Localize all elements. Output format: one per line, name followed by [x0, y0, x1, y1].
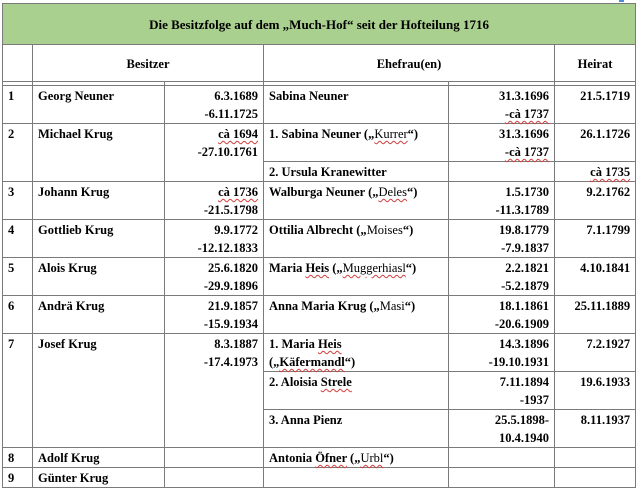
- header-row: [3, 45, 636, 82]
- wife-dates: 25.5.1898- 10.4.1940: [449, 410, 555, 448]
- row-number: 9: [3, 468, 33, 488]
- wife-dates: 7.11.1894 -1937: [449, 372, 555, 410]
- owner-dates: [165, 448, 264, 468]
- wife-name: 1. Maria Heis („Käfermandl“): [264, 334, 449, 372]
- marriage-date: 25.11.1889: [555, 296, 636, 334]
- owner-name: Michael Krug: [33, 124, 165, 182]
- row-number: 7: [3, 334, 33, 448]
- owner-name: Josef Krug: [33, 334, 165, 448]
- marriage-date: 9.2.1762: [555, 182, 636, 220]
- marriage-date: 8.11.1937: [555, 410, 636, 448]
- owner-dates: 6.3.1689 -6.11.1725: [165, 86, 264, 124]
- owner-name: Alois Krug: [33, 258, 165, 296]
- owner-name: Gottlieb Krug: [33, 220, 165, 258]
- row-number: 2: [3, 124, 33, 182]
- wife-dates: 14.3.1896 -19.10.1931: [449, 334, 555, 372]
- table-row: [3, 334, 636, 372]
- table-row: [3, 182, 636, 220]
- header-num: [3, 45, 33, 82]
- selection-marker: [619, 0, 624, 2]
- title-row: [3, 4, 636, 45]
- row-number: 5: [3, 258, 33, 296]
- wife-dates: [449, 162, 555, 182]
- wife-dates: 2.2.1821 -5.2.1879: [449, 258, 555, 296]
- document-page: [2, 3, 636, 488]
- wife-name: 2. Aloisia Strele: [264, 372, 449, 410]
- owner-name: Georg Neuner: [33, 86, 165, 124]
- owner-dates: 9.9.1772 -12.12.1833: [165, 220, 264, 258]
- marriage-date: 21.5.1719: [555, 86, 636, 124]
- wife-dates: [449, 448, 555, 468]
- row-number: 3: [3, 182, 33, 220]
- wife-name: 2. Ursula Kranewitter: [264, 162, 449, 182]
- wife-dates: 1.5.1730 -11.3.1789: [449, 182, 555, 220]
- marriage-date: 19.6.1933: [555, 372, 636, 410]
- header-wife: Ehefrau(en): [264, 45, 555, 82]
- table-row: [3, 296, 636, 334]
- wife-name: Antonia Öfner („Urbl“): [264, 448, 449, 468]
- wife-name: Maria Heis („Muggerhiasl“): [264, 258, 449, 296]
- table-row: [3, 86, 636, 124]
- table-title: Die Besitzfolge auf dem „Much-Hof“ seit der Hofteilung 1716: [3, 4, 636, 45]
- marriage-date: 7.2.1927: [555, 334, 636, 372]
- owner-dates: 8.3.1887 -17.4.1973: [165, 334, 264, 448]
- wife-name: 1. Sabina Neuner („Kurrer“): [264, 124, 449, 162]
- owner-name: Andrä Krug: [33, 296, 165, 334]
- wife-name: Ottilia Albrecht („Moises“): [264, 220, 449, 258]
- owner-name: Adolf Krug: [33, 448, 165, 468]
- wife-dates: 19.8.1779 -7.9.1837: [449, 220, 555, 258]
- owner-dates: 21.9.1857 -15.9.1934: [165, 296, 264, 334]
- ownership-table: [2, 3, 636, 488]
- owner-name: Günter Krug: [33, 468, 165, 488]
- wife-name: Anna Maria Krug („Masi“): [264, 296, 449, 334]
- wife-name: Walburga Neuner („Deles“): [264, 182, 449, 220]
- wife-name: [264, 468, 449, 488]
- table-row: [3, 448, 636, 468]
- marriage-date: 26.1.1726: [555, 124, 636, 162]
- wife-name: Sabina Neuner: [264, 86, 449, 124]
- owner-dates: cà 1736 -21.5.1798: [165, 182, 264, 220]
- marriage-date: [555, 468, 636, 488]
- owner-name: Johann Krug: [33, 182, 165, 220]
- wife-dates: 31.3.1696 -cà 1737: [449, 124, 555, 162]
- owner-dates: cà 1694 -27.10.1761: [165, 124, 264, 182]
- header-marriage: Heirat: [555, 45, 636, 82]
- owner-dates: [165, 468, 264, 488]
- table-row: [3, 220, 636, 258]
- marriage-date: 4.10.1841: [555, 258, 636, 296]
- owner-dates: 25.6.1820 -29.9.1896: [165, 258, 264, 296]
- row-number: 8: [3, 448, 33, 468]
- marriage-date: cà 1735: [555, 162, 636, 182]
- row-number: 1: [3, 86, 33, 124]
- row-number: 4: [3, 220, 33, 258]
- header-owner: Besitzer: [33, 45, 264, 82]
- wife-dates: 18.1.1861 -20.6.1909: [449, 296, 555, 334]
- wife-dates: [449, 468, 555, 488]
- table-row: [3, 258, 636, 296]
- wife-name: 3. Anna Pienz: [264, 410, 449, 448]
- marriage-date: [555, 448, 636, 468]
- wife-dates: 31.3.1696 -cà 1737: [449, 86, 555, 124]
- marriage-date: 7.1.1799: [555, 220, 636, 258]
- row-number: 6: [3, 296, 33, 334]
- table-row: [3, 124, 636, 162]
- table-row: [3, 468, 636, 488]
